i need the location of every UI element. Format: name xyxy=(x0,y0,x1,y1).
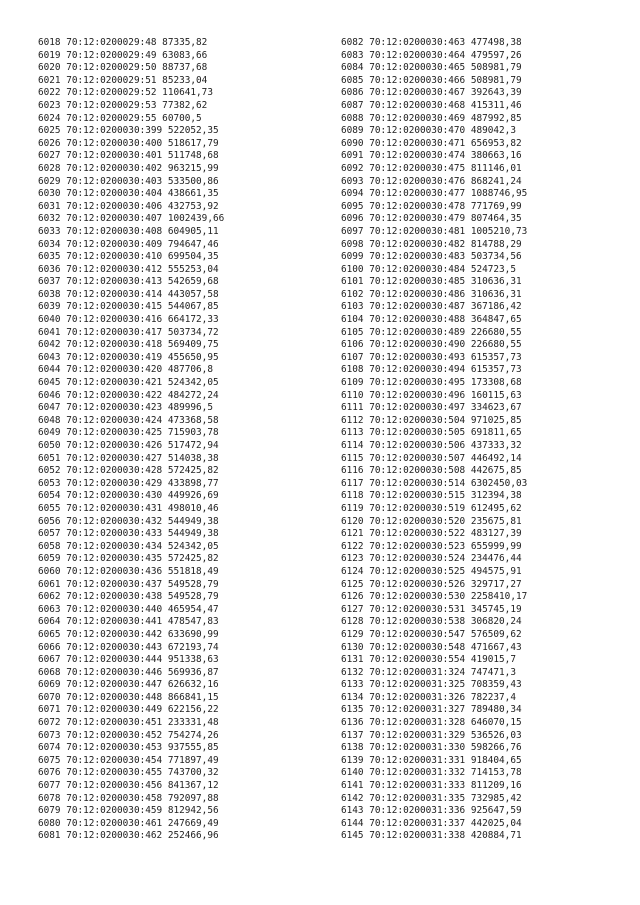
table-row: 6088 70:12:0200030:469 487992,85 xyxy=(341,112,522,124)
table-row: 6141 70:12:0200031:333 811209,16 xyxy=(341,780,522,792)
table-row: 6098 70:12:0200030:482 814788,29 xyxy=(341,238,522,250)
table-row: 6093 70:12:0200030:476 868241,24 xyxy=(341,175,522,187)
table-row: 6092 70:12:0200030:475 811146,01 xyxy=(341,162,522,174)
table-row: 6032 70:12:0200030:407 1002439,66 xyxy=(38,213,225,225)
table-row: 6086 70:12:0200030:467 392643,39 xyxy=(341,87,522,99)
table-row: 6025 70:12:0200030:399 522052,35 xyxy=(38,125,219,137)
table-row: 6048 70:12:0200030:424 473368,58 xyxy=(38,414,219,426)
table-row: 6076 70:12:0200030:455 743700,32 xyxy=(38,767,219,779)
table-row: 6064 70:12:0200030:441 478547,83 xyxy=(38,616,219,628)
table-row: 6056 70:12:0200030:432 544949,38 xyxy=(38,515,219,527)
table-row: 6036 70:12:0200030:412 555253,04 xyxy=(38,263,219,275)
table-row: 6111 70:12:0200030:497 334623,67 xyxy=(341,402,522,414)
table-row: 6055 70:12:0200030:431 498010,46 xyxy=(38,502,219,514)
table-row: 6052 70:12:0200030:428 572425,82 xyxy=(38,465,219,477)
table-row: 6127 70:12:0200030:531 345745,19 xyxy=(341,603,522,615)
table-row: 6042 70:12:0200030:418 569409,75 xyxy=(38,339,219,351)
table-row: 6067 70:12:0200030:444 951338,63 xyxy=(38,654,219,666)
table-row: 6018 70:12:0200029:48 87335,82 xyxy=(38,37,208,48)
table-row: 6072 70:12:0200030:451 233331,48 xyxy=(38,717,219,729)
table-row: 6037 70:12:0200030:413 542659,68 xyxy=(38,276,219,288)
table-row: 6034 70:12:0200030:409 794647,46 xyxy=(38,238,219,250)
table-row: 6129 70:12:0200030:547 576509,62 xyxy=(341,628,522,640)
table-row: 6130 70:12:0200030:548 471667,43 xyxy=(341,641,522,653)
table-row: 6083 70:12:0200030:464 479597,26 xyxy=(341,49,522,61)
table-row: 6131 70:12:0200030:554 419015,7 xyxy=(341,654,516,666)
table-row: 6021 70:12:0200029:51 85233,04 xyxy=(38,74,208,86)
table-row: 6029 70:12:0200030:403 533500,86 xyxy=(38,175,219,187)
table-row: 6024 70:12:0200029:55 60700,5 xyxy=(38,112,202,124)
table-row: 6084 70:12:0200030:465 508981,79 xyxy=(341,62,522,74)
table-row: 6140 70:12:0200031:332 714153,78 xyxy=(341,767,522,779)
table-row: 6099 70:12:0200030:483 503734,56 xyxy=(341,251,522,263)
table-row: 6087 70:12:0200030:468 415311,46 xyxy=(341,99,522,111)
table-row: 6107 70:12:0200030:493 615357,73 xyxy=(341,351,522,363)
table-row: 6136 70:12:0200031:328 646070,15 xyxy=(341,717,522,729)
table-row: 6109 70:12:0200030:495 173308,68 xyxy=(341,377,522,389)
table-row: 6079 70:12:0200030:459 812942,56 xyxy=(38,805,219,817)
table-row: 6023 70:12:0200029:53 77382,62 xyxy=(38,99,208,111)
table-row: 6053 70:12:0200030:429 433898,77 xyxy=(38,477,219,489)
table-row: 6114 70:12:0200030:506 437333,32 xyxy=(341,440,522,451)
table-row: 6137 70:12:0200031:329 536526,03 xyxy=(341,729,522,741)
table-row: 6057 70:12:0200030:433 544949,38 xyxy=(38,528,219,540)
table-row: 6026 70:12:0200030:400 518617,79 xyxy=(38,137,219,149)
table-row: 6110 70:12:0200030:496 160115,63 xyxy=(341,389,522,401)
table-row: 6125 70:12:0200030:526 329717,27 xyxy=(341,578,522,590)
table-row: 6043 70:12:0200030:419 455650,95 xyxy=(38,351,219,363)
table-row: 6082 70:12:0200030:463 477498,38 xyxy=(341,37,522,48)
table-row: 6031 70:12:0200030:406 432753,92 xyxy=(38,200,219,212)
left-column xyxy=(38,37,224,843)
table-row: 6077 70:12:0200030:456 841367,12 xyxy=(38,780,219,792)
table-row: 6050 70:12:0200030:426 517472,94 xyxy=(38,440,219,451)
table-row: 6102 70:12:0200030:486 310636,31 xyxy=(341,288,522,300)
table-row: 6078 70:12:0200030:458 792097,88 xyxy=(38,792,219,804)
table-row: 6104 70:12:0200030:488 364847,65 xyxy=(341,314,522,326)
table-row: 6080 70:12:0200030:461 247669,49 xyxy=(38,817,219,829)
table-row: 6105 70:12:0200030:489 226680,55 xyxy=(341,326,522,338)
table-row: 6041 70:12:0200030:417 503734,72 xyxy=(38,326,219,338)
table-row: 6135 70:12:0200031:327 789480,34 xyxy=(341,704,522,716)
table-row: 6068 70:12:0200030:446 569936,87 xyxy=(38,666,219,678)
table-row: 6101 70:12:0200030:485 310636,31 xyxy=(341,276,522,288)
table-row: 6095 70:12:0200030:478 771769,99 xyxy=(341,200,522,212)
table-row: 6145 70:12:0200031:338 420884,71 xyxy=(341,830,522,842)
table-row: 6058 70:12:0200030:434 524342,05 xyxy=(38,540,219,552)
table-row: 6069 70:12:0200030:447 626632,16 xyxy=(38,679,219,691)
table-row: 6045 70:12:0200030:421 524342,05 xyxy=(38,377,219,389)
table-row: 6062 70:12:0200030:438 549528,79 xyxy=(38,591,219,603)
table-row: 6142 70:12:0200031:335 732985,42 xyxy=(341,792,522,804)
table-row: 6028 70:12:0200030:402 963215,99 xyxy=(38,162,219,174)
table-row: 6100 70:12:0200030:484 524723,5 xyxy=(341,263,516,275)
table-row: 6027 70:12:0200030:401 511748,68 xyxy=(38,150,219,162)
table-row: 6094 70:12:0200030:477 1088746,95 xyxy=(341,188,528,200)
table-row: 6075 70:12:0200030:454 771897,49 xyxy=(38,754,219,766)
table-row: 6066 70:12:0200030:443 672193,74 xyxy=(38,641,219,653)
table-row: 6065 70:12:0200030:442 633690,99 xyxy=(38,628,219,640)
table-row: 6121 70:12:0200030:522 483127,39 xyxy=(341,528,522,540)
table-row: 6030 70:12:0200030:404 438661,35 xyxy=(38,188,219,200)
table-row: 6113 70:12:0200030:505 691811,65 xyxy=(341,427,522,439)
table-row: 6096 70:12:0200030:479 807464,35 xyxy=(341,213,522,225)
table-row: 6097 70:12:0200030:481 1005210,73 xyxy=(341,225,528,237)
table-row: 6128 70:12:0200030:538 306820,24 xyxy=(341,616,522,628)
table-row: 6103 70:12:0200030:487 367186,42 xyxy=(341,301,522,313)
table-row: 6071 70:12:0200030:449 622156,22 xyxy=(38,704,219,716)
table-row: 6122 70:12:0200030:523 655999,99 xyxy=(341,540,522,552)
table-row: 6060 70:12:0200030:436 551818,49 xyxy=(38,565,219,577)
table-row: 6061 70:12:0200030:437 549528,79 xyxy=(38,578,219,590)
table-row: 6022 70:12:0200029:52 110641,73 xyxy=(38,87,213,99)
table-row: 6120 70:12:0200030:520 235675,81 xyxy=(341,515,522,527)
table-row: 6117 70:12:0200030:514 6302450,03 xyxy=(341,477,528,489)
table-row: 6123 70:12:0200030:524 234476,44 xyxy=(341,553,522,565)
table-row: 6106 70:12:0200030:490 226680,55 xyxy=(341,339,522,351)
table-row: 6139 70:12:0200031:331 918404,65 xyxy=(341,754,522,766)
table-row: 6132 70:12:0200031:324 747471,3 xyxy=(341,666,516,678)
table-row: 6033 70:12:0200030:408 604905,11 xyxy=(38,225,219,237)
table-row: 6144 70:12:0200031:337 442025,04 xyxy=(341,817,522,829)
table-row: 6019 70:12:0200029:49 63083,66 xyxy=(38,49,208,61)
table-row: 6044 70:12:0200030:420 487706,8 xyxy=(38,364,213,376)
table-row: 6063 70:12:0200030:440 465954,47 xyxy=(38,603,219,615)
table-row: 6047 70:12:0200030:423 489996,5 xyxy=(38,402,213,414)
table-row: 6118 70:12:0200030:515 312394,38 xyxy=(341,490,522,502)
table-row: 6091 70:12:0200030:474 380663,16 xyxy=(341,150,522,162)
table-row: 6115 70:12:0200030:507 446492,14 xyxy=(341,452,522,464)
table-row: 6133 70:12:0200031:325 708359,43 xyxy=(341,679,522,691)
table-row: 6073 70:12:0200030:452 754274,26 xyxy=(38,729,219,741)
table-row: 6046 70:12:0200030:422 484272,24 xyxy=(38,389,219,401)
table-row: 6051 70:12:0200030:427 514038,38 xyxy=(38,452,219,464)
table-row: 6040 70:12:0200030:416 664172,33 xyxy=(38,314,219,326)
table-row: 6081 70:12:0200030:462 252466,96 xyxy=(38,830,219,842)
table-row: 6020 70:12:0200029:50 88737,68 xyxy=(38,62,208,74)
table-row: 6054 70:12:0200030:430 449926,69 xyxy=(38,490,219,502)
right-column xyxy=(341,37,527,843)
table-row: 6070 70:12:0200030:448 866841,15 xyxy=(38,691,219,703)
table-row: 6124 70:12:0200030:525 494575,91 xyxy=(341,565,522,577)
table-row: 6112 70:12:0200030:504 971025,85 xyxy=(341,414,522,426)
table-row: 6116 70:12:0200030:508 442675,85 xyxy=(341,465,522,477)
table-row: 6090 70:12:0200030:471 656953,82 xyxy=(341,137,522,149)
table-row: 6126 70:12:0200030:530 2258410,17 xyxy=(341,591,528,603)
table-row: 6143 70:12:0200031:336 925647,59 xyxy=(341,805,522,817)
table-row: 6049 70:12:0200030:425 715903,78 xyxy=(38,427,219,439)
table-row: 6059 70:12:0200030:435 572425,82 xyxy=(38,553,219,565)
table-row: 6035 70:12:0200030:410 699504,35 xyxy=(38,251,219,263)
table-row: 6039 70:12:0200030:415 544067,85 xyxy=(38,301,219,313)
table-row: 6074 70:12:0200030:453 937555,85 xyxy=(38,742,219,754)
table-row: 6119 70:12:0200030:519 612495,62 xyxy=(341,502,522,514)
table-row: 6108 70:12:0200030:494 615357,73 xyxy=(341,364,522,376)
table-row: 6138 70:12:0200031:330 598266,76 xyxy=(341,742,522,754)
table-row: 6085 70:12:0200030:466 508981,79 xyxy=(341,74,522,86)
table-row: 6038 70:12:0200030:414 443057,58 xyxy=(38,288,219,300)
table-row: 6089 70:12:0200030:470 489042,3 xyxy=(341,125,516,137)
table-row: 6134 70:12:0200031:326 782237,4 xyxy=(341,691,516,703)
